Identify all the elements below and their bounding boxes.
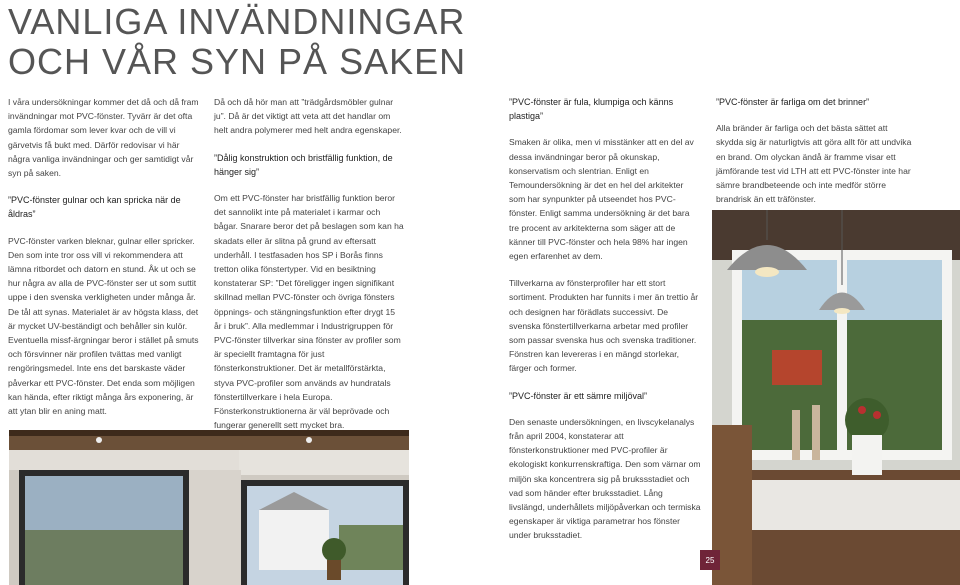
subheading: ”PVC-fönster är ett sämre miljöval” [509, 390, 648, 401]
subheading: ”PVC-fönster är farliga om det brinner” [716, 97, 870, 107]
page-title [8, 2, 466, 82]
paragraph: I våra undersökningar kommer det då och då fram invändningar mot PVC-fönster. Tyvärr är det ofta gamla fördomar som lever kvar och de vill vi gärvetvis få bukt med. Därför redovisar vi här några vanliga invändningar och ger samtidigt vår syn på saken. [8, 97, 199, 179]
column-3 [509, 95, 701, 556]
paragraph: Smaken är olika, men vi misstänker att en del av dessa invändningar beror på okunskap, konservatism och slentrian. Enligt en Temoundersökning är det en hel del arkitekter som har synpunkter på utseendet hos PVC-fönster. Enligt samma undersökning är det bara tre procent av arkitekterna som säger att de känner till PVC-fönster och hela 98% har ingen egen erfarenhet av dem. [509, 137, 694, 262]
dining-room-photo [712, 210, 960, 585]
paragraph: Tillverkarna av fönsterprofiler har ett stort sortiment. Produkten har funnits i mer än trettio år och designen har förädlats successivt. De svenska fönstertillverkarna arbetar med profiler som passar svenska hus och svenska traditioner. Fönstren kan levereras i en mängd storlekar, färger och former. [509, 278, 699, 374]
paragraph: Då och då hör man att ”trädgårdsmöbler gulnar ju”. Då är det viktigt att veta att det handlar om helt andra polymerer med helt andra egenskaper. [214, 97, 402, 136]
column-2 [214, 95, 404, 445]
subheading: ”Dålig konstruktion och bristfällig funktion, de hänger sig” [214, 152, 393, 177]
subheading: ”PVC-fönster gulnar och kan spricka när de åldras” [8, 195, 181, 220]
interior-window-photo [9, 430, 409, 585]
subheading: ”PVC-fönster är fula, klumpiga och känns plastiga” [509, 97, 674, 122]
paragraph: Den senaste undersökningen, en livscykelanalys från april 2004, konstaterar att fönsterkonstruktioner med PVC-profiler är ekologiskt konkurrenskraftiga. Den som värnar om miljön ska koncentrera sig på brukssstadiet och vad som händer efter bruksstadiet. Lång livslängd, underhållets miljöpåverkan och termiska egenskaper är viktiga parametrar hos fönster under bruksstadiet. [509, 416, 701, 541]
paragraph: PVC-fönster varken bleknar, gulnar eller spricker. Den som inte tror oss vill vi rekommendera att lämna ritbordet och datorn en stund. Åk ut och se hur några av alla de PVC-fönster ser ut som suttit uppe i den svenska verkligheten under många år. De tål att synas. Materialet är av högsta klass, det är mycket UV-beständigt och behåller sin kulör. Eventuella missf-ärgningar beror i stället på smuts och försvinner när profilen tvättas med vanligt rengöringsmedel. Inte ens det barskaste väder påverkar ett PVC-fönster. Det enda som möjligen kan hända, efter riktigt många års exponering, är att ytan blir en aning matt. [8, 235, 199, 417]
title-line-2: OCH VÅR SYN PÅ SAKEN [8, 41, 467, 82]
column-4 [716, 95, 916, 219]
title-line-1: VANLIGA INVÄNDNINGAR [8, 1, 466, 42]
column-1 [8, 95, 200, 431]
page-number: 25 [700, 550, 720, 570]
paragraph: Alla bränder är farliga och det bästa sättet att skydda sig är naturligtvis att göra allt för att undvika en brand. Om olyckan ändå är framme visar ett jämförande test vid LTH att ett PVC-fönster inte har sämre brandbeteende och inte medför större brandrisk än ett träfönster. [716, 123, 912, 205]
paragraph: Om ett PVC-fönster har bristfällig funktion beror det sannolikt inte på materialet i karmar och bågar. Snarare beror det på beslagen som kan ha skadats eller är slitna på grund av eftersatt underhåll. I testfasaden hos SP i Borås finns tretton olika fönstertyper. Vid en besiktning konstaterar SP: ”Det föreligger ingen signifikant skillnad mellan PVC-fönster och övriga fönsters öppnings- och stängningsfunktion efter drygt 15 år i bruk”. Alla medlemmar i Industrigruppen för PVC-fönster tillverkar sina fönster av profiler som är speciellt framtagna för just fönsterkonstruktioner. Det är metallförstärkta, styva PVC-profiler som används av hundratals fönstertillverkare i hela Europa. Fönsterkonstruktionerna är väl beprövade och fungerar generellt sett mycket bra. [214, 193, 404, 431]
